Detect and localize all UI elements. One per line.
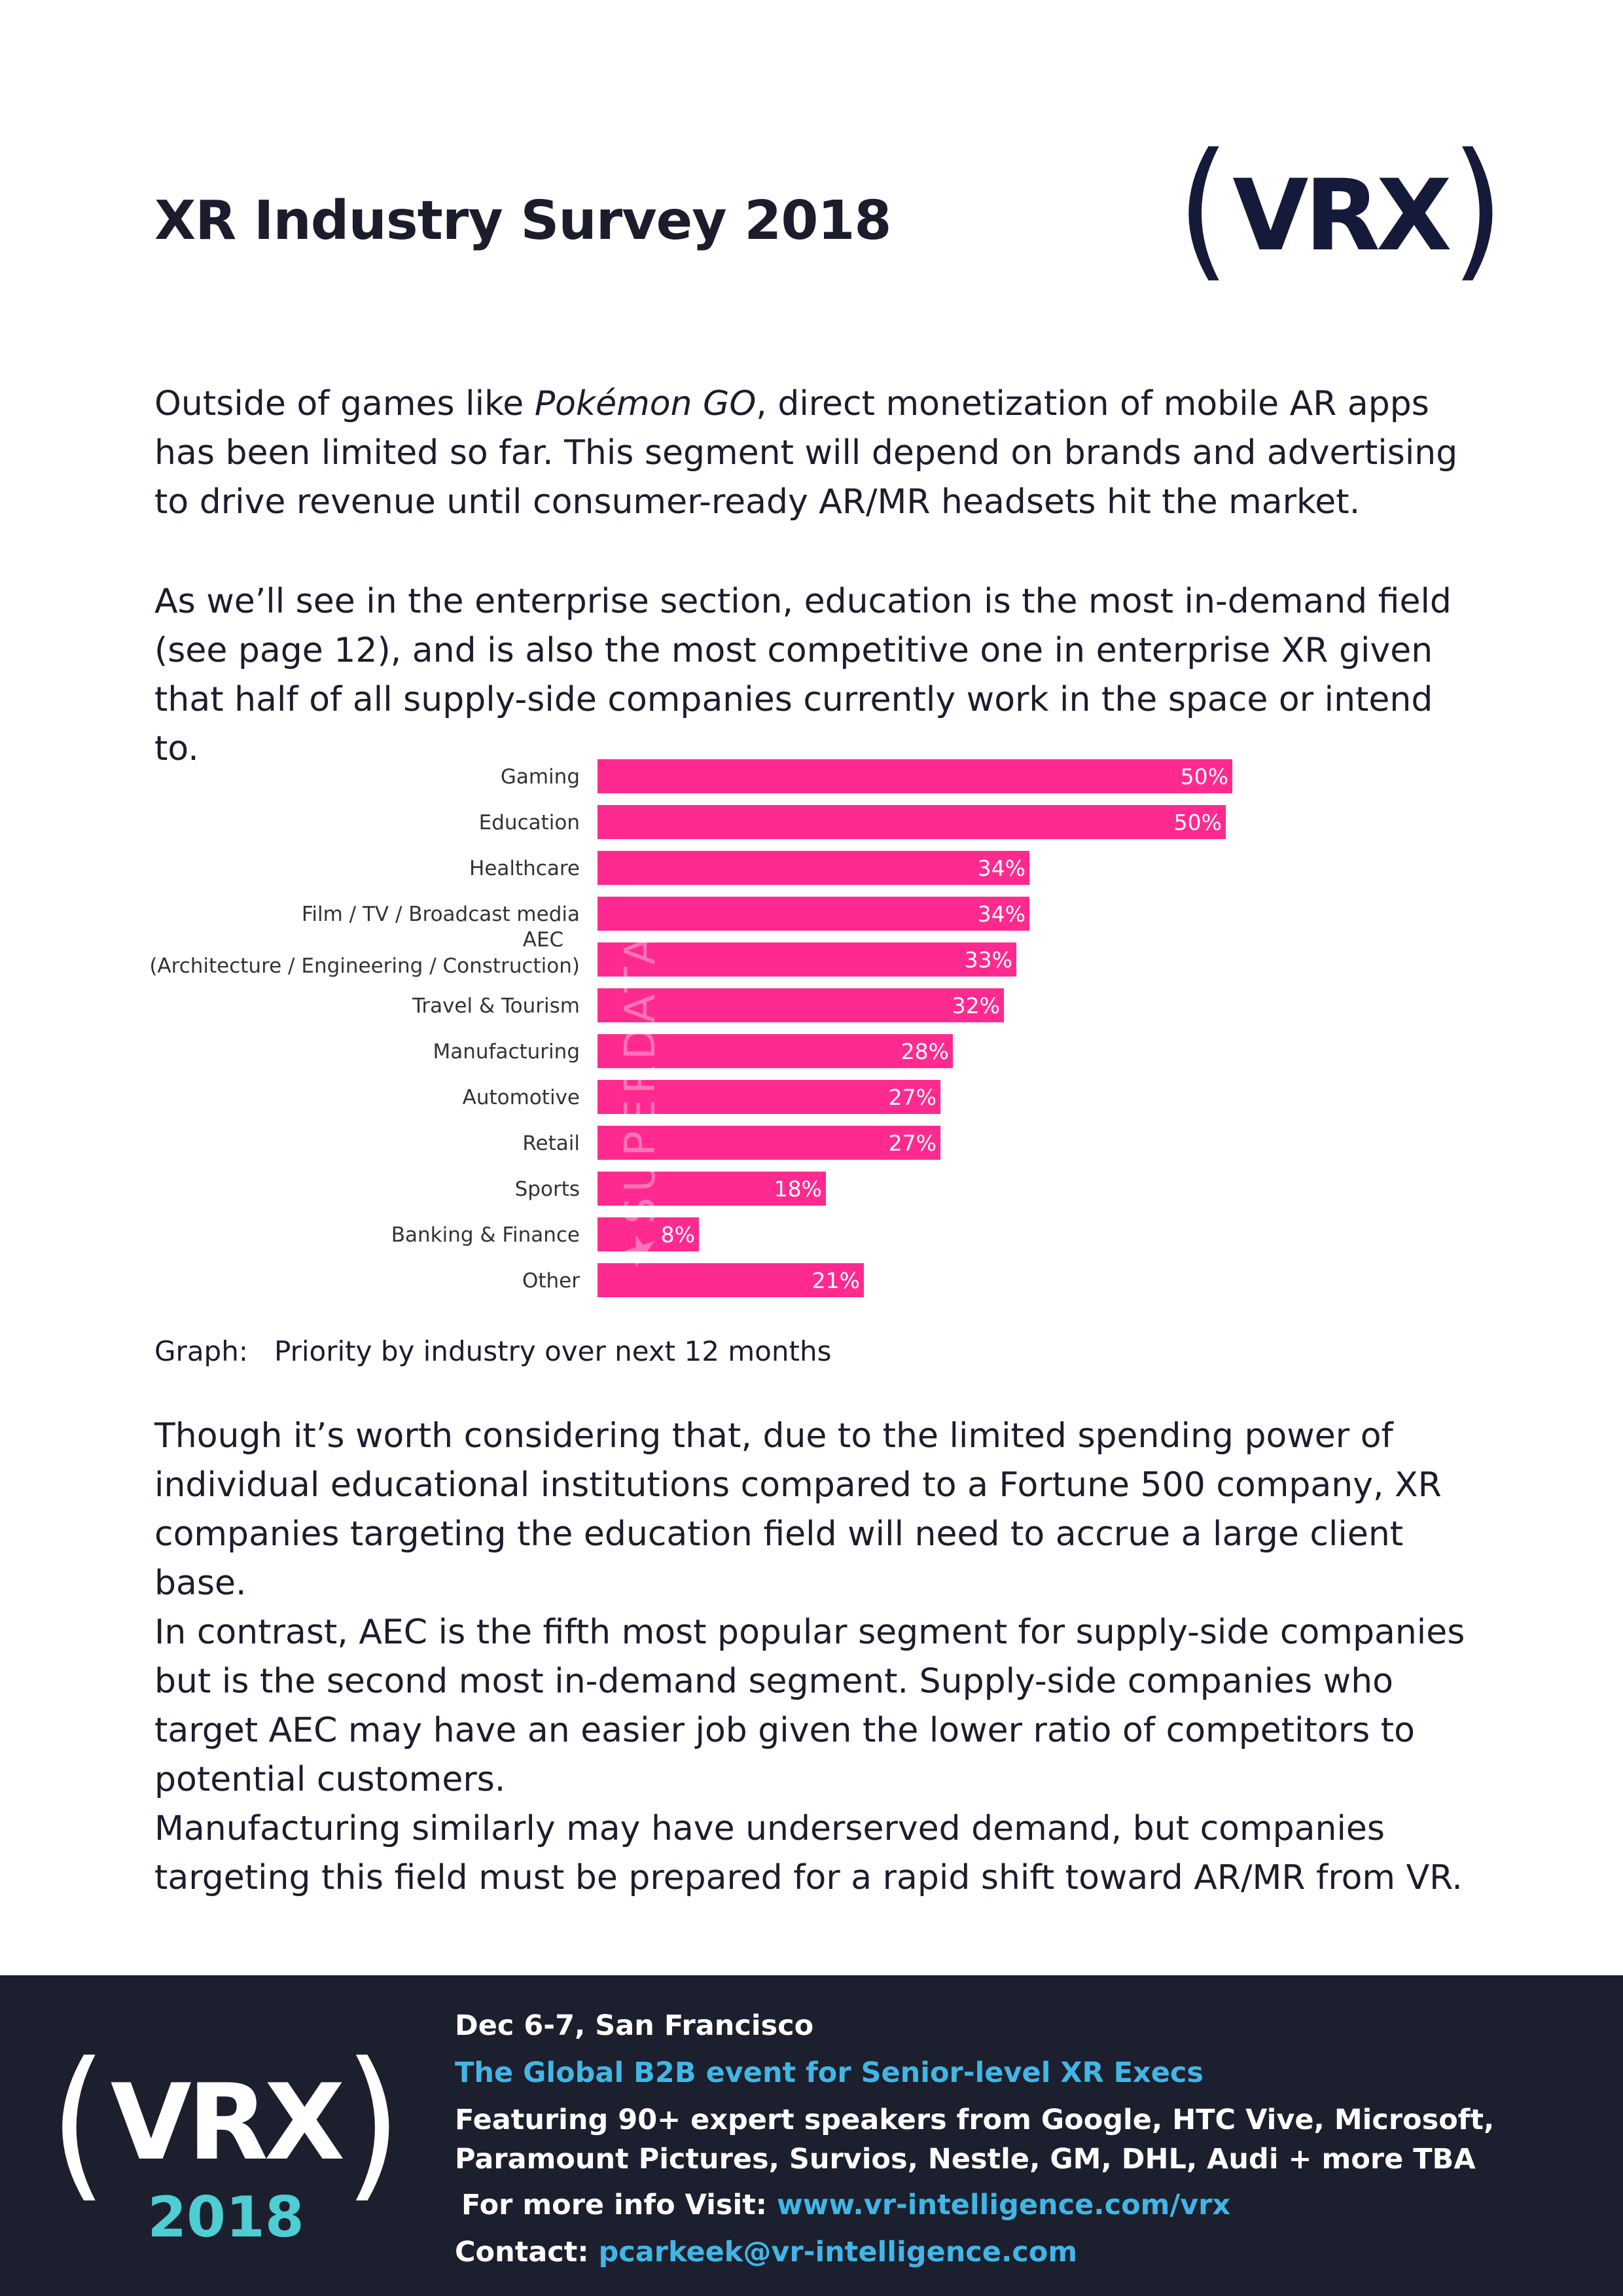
industry-priority-bar-chart <box>0 753 1623 1309</box>
bar-value-label-10: 8% <box>660 1222 695 1247</box>
bar-value-label-2: 34% <box>977 855 1026 881</box>
logo-text: VRX <box>1232 159 1448 273</box>
category-label-1: Education <box>478 811 580 834</box>
intro-p1-game-title: Pokémon GO <box>534 384 757 423</box>
category-label-2: Healthcare <box>469 857 580 880</box>
footer-logo-text: VRX <box>110 2061 342 2183</box>
body-paragraph-1: Though it’s worth considering that, due to the limited spending power of individual educational institutions compared to a Fortune 500 company, XR companies targeting the education field will need to accrue a large client base. <box>154 1416 1442 1603</box>
category-label-8: Retail <box>522 1132 580 1155</box>
category-label-6: Manufacturing <box>433 1040 580 1064</box>
bar-value-label-11: 21% <box>812 1268 860 1293</box>
bar-value-label-1: 50% <box>1173 810 1222 835</box>
contact-line <box>455 2233 1077 2271</box>
bar-value-label-8: 27% <box>888 1130 936 1156</box>
bar-1 <box>597 805 1226 839</box>
watermark-star-icon: ★ <box>616 1227 665 1270</box>
intro-p1-after: , direct monetization of mobile AR apps has been limited so far. This segment will depend on brands and advertising to drive revenue until consumer-ready AR/MR headsets hit the market. <box>154 384 1458 522</box>
contact-email-link[interactable]: pcarkeek@vr-intelligence.com <box>598 2236 1078 2269</box>
event-tagline: The Global B2B event for Senior-level XR Execs <box>455 2056 1204 2089</box>
vrx-2018-logo <box>50 2027 402 2263</box>
bar-value-label-7: 27% <box>888 1085 936 1110</box>
body-paragraph-2: In contrast, AEC is the fifth most popular segment for supply-side companies but is the second most in-demand segment. Supply-side companies who target AEC may have an easier job given the lower ratio of competitors to potential customers. <box>154 1613 1465 1799</box>
intro-paragraph-2: As we’ll see in the enterprise section, education is the most in-demand field (see page 12), and is also the most competitive one in enterprise XR given that half of all supply-side companies currently work in the space or intend to. <box>154 582 1452 768</box>
event-speakers-line-2: Paramount Pictures, Survios, Nestle, GM, DHL, Audi + more TBA <box>455 2143 1476 2176</box>
body-paragraph-3: Manufacturing similarly may have underserved demand, but companies targeting this field must be prepared for a rapid shift toward AR/MR from VR. <box>154 1809 1463 1897</box>
logo-right-paren-icon: ) <box>1451 122 1504 296</box>
footer-logo-year: 2018 <box>147 2185 304 2250</box>
graph-caption-label: Graph: <box>154 1335 248 1367</box>
category-label-0: Gaming <box>500 765 580 789</box>
event-website-link[interactable]: www.vr-intelligence.com/vrx <box>776 2189 1231 2221</box>
graph-caption-text: Priority by industry over next 12 months <box>274 1335 832 1367</box>
bar-2 <box>597 851 1029 885</box>
intro-p1-before: Outside of games like <box>154 384 535 423</box>
category-label-9: Sports <box>514 1177 580 1201</box>
bar-value-label-5: 32% <box>952 993 1000 1018</box>
bar-value-label-9: 18% <box>774 1176 822 1202</box>
category-label-10: Banking & Finance <box>391 1223 580 1247</box>
bar-value-label-4: 33% <box>964 947 1012 973</box>
bar-value-label-0: 50% <box>1180 764 1228 789</box>
footer-logo-left-paren-icon: ( <box>50 2027 107 2217</box>
category-label-11: Other <box>522 1269 580 1293</box>
footer-logo-right-paren-icon: ) <box>344 2027 402 2217</box>
event-footer <box>0 1975 1623 2296</box>
event-speakers-line-1: Featuring 90+ expert speakers from Google, HTC Vive, Microsoft, <box>455 2104 1495 2136</box>
bar-value-label-3: 34% <box>977 901 1026 927</box>
intro-paragraph-1 <box>154 380 1470 527</box>
vrx-logo <box>1177 122 1504 296</box>
contact-label: Contact: <box>455 2236 589 2269</box>
category-label-5: Travel & Tourism <box>412 994 580 1018</box>
event-date-location: Dec 6-7, San Francisco <box>455 2009 814 2042</box>
graph-caption <box>154 1335 831 1367</box>
category-label-4-line-1: AEC <box>522 928 564 952</box>
category-label-7: Automotive <box>462 1086 580 1109</box>
page-title: XR Industry Survey 2018 <box>154 190 891 252</box>
bar-value-label-6: 28% <box>901 1039 949 1064</box>
category-label-4-line-2: (Architecture / Engineering / Construction) <box>149 954 580 978</box>
bar-3 <box>597 897 1029 931</box>
bar-0 <box>597 759 1232 793</box>
event-info-line <box>461 2186 1230 2224</box>
category-label-3: Film / TV / Broadcast media <box>301 903 580 926</box>
superdata-watermark: SUPERDATA <box>616 931 665 1224</box>
info-label: For more info Visit: <box>461 2189 767 2221</box>
logo-left-paren-icon: ( <box>1177 122 1230 296</box>
